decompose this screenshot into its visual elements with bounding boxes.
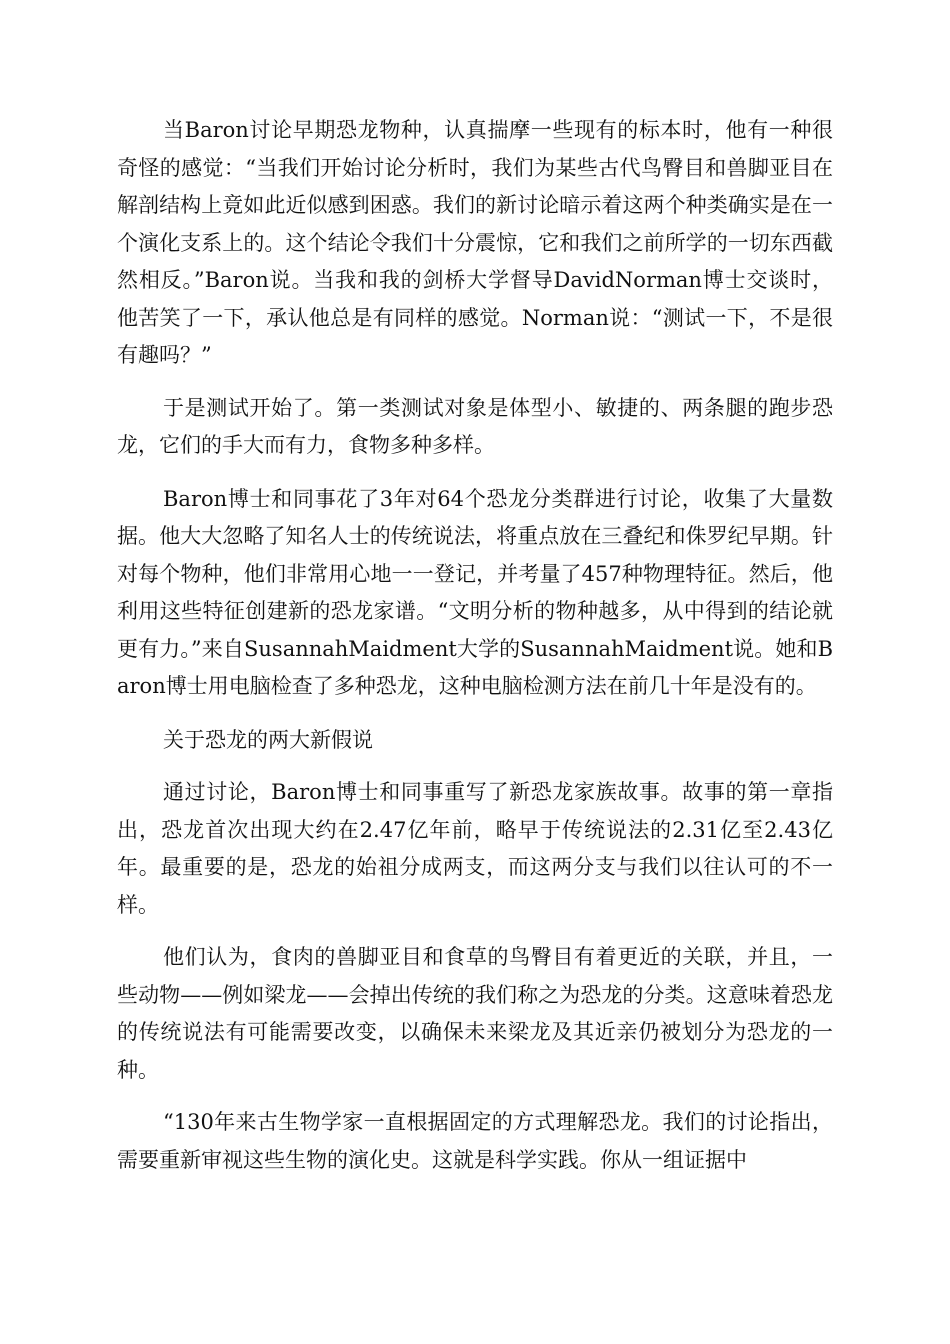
paragraph-5: 他们认为，食肉的兽脚亚目和食草的鸟臀目有着更近的关联，并且，一些动物——例如梁龙——会掉出传统的我们称之为恐龙的分类。这意味着恐龙的传统说法有可能需要改变，以确保未来梁龙及其近亲仍被划分为恐龙的一种。 (117, 945, 833, 1082)
paragraph-2: 于是测试开始了。第一类测试对象是体型小、敏捷的、两条腿的跑步恐龙，它们的手大而有力，食物多种多样。 (117, 395, 833, 457)
document-page (117, 112, 833, 1179)
paragraph-4: 通过讨论，Baron博士和同事重写了新恐龙家族故事。故事的第一章指出，恐龙首次出现大约在2.47亿年前，略早于传统说法的2.31亿至2.43亿年。最重要的是，恐龙的始祖分成两支，而这两分支与我们以往认可的不一样。 (117, 780, 833, 917)
paragraph-3: Baron博士和同事花了3年对64个恐龙分类群进行讨论，收集了大量数据。他大大忽略了知名人士的传统说法，将重点放在三叠纪和侏罗纪早期。针对每个物种，他们非常用心地一一登记，并考量了457种物理特征。然后，他利用这些特征创建新的恐龙家谱。“文明分析的物种越多，从中得到的结论就更有力。”来自SusannahMaidment大学的SusannahMaidment说。她和Baron博士用电脑检查了多种恐龙，这种电脑检测方法在前几十年是没有的。 (117, 486, 833, 698)
paragraph-6: “130年来古生物学家一直根据固定的方式理解恐龙。我们的讨论指出，需要重新审视这些生物的演化史。这就是科学实践。你从一组证据中 (117, 1110, 833, 1172)
section-heading: 关于恐龙的两大新假说 (163, 727, 373, 752)
paragraph-1: 当Baron讨论早期恐龙物种，认真揣摩一些现有的标本时，他有一种很奇怪的感觉：“当我们开始讨论分析时，我们为某些古代鸟臀目和兽脚亚目在解剖结构上竟如此近似感到困惑。我们的新讨论暗示着这两个种类确实是在一个演化支系上的。这个结论令我们十分震惊，它和我们之前所学的一切东西截然相反。”Baron说。当我和我的剑桥大学督导DavidNorman博士交谈时，他苦笑了一下，承认他总是有同样的感觉。Norman说：“测试一下，不是很有趣吗？” (117, 118, 833, 367)
